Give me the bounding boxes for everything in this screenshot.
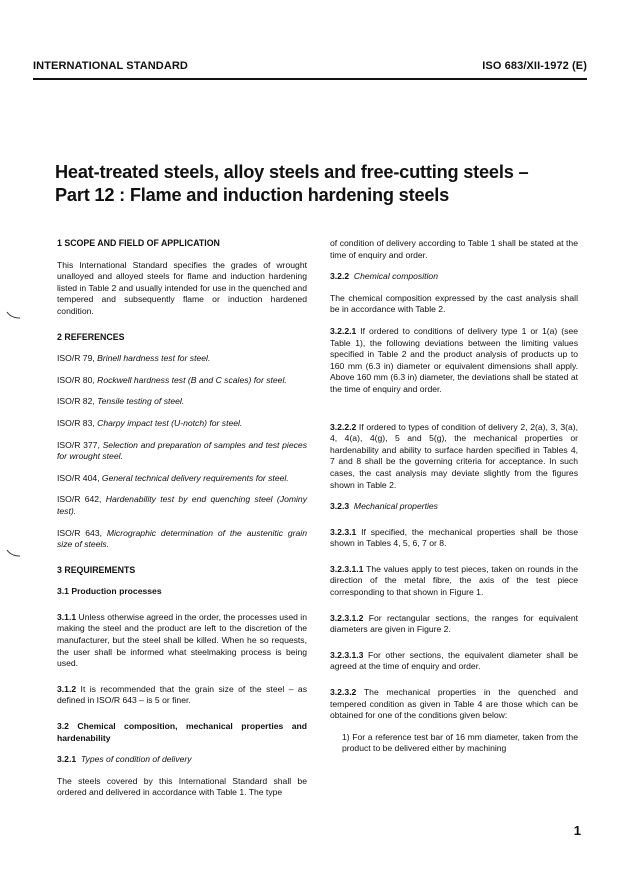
reference-item: ISO/R 377, Selection and preparation of samples and test pieces for wrought steel. <box>57 439 307 462</box>
section-2-heading: 2 REFERENCES <box>57 331 125 342</box>
paragraph-3-1-1: 3.1.1 Unless otherwise agreed in the order, the processes used in making the steel and the product are left to the discretion of the manufacturer, but the steel shall be killed. When he so requests, the user shall be informed what steelmaking process is being used. <box>57 611 307 669</box>
paragraph-3-2-3-1: 3.2.3.1 If specified, the mechanical properties shall be those shown in Tables 4, 5, 6, 7 or 8. <box>330 526 578 549</box>
paragraph-3-2-2: The chemical composition expressed by the cast analysis shall be in accordance with Table 2. <box>330 292 578 315</box>
right-column <box>330 238 578 755</box>
page-number: 1 <box>573 823 581 838</box>
section-3-2-3-heading: 3.2.3 Mechanical properties <box>330 501 438 512</box>
header-document-id: ISO 683/XII-1972 (E) <box>482 60 587 72</box>
reference-item: ISO/R 79, Brinell hardness test for steel. <box>57 353 211 364</box>
running-header <box>33 58 587 76</box>
section-3-heading: 3 REQUIREMENTS <box>57 564 136 575</box>
left-column <box>57 238 307 799</box>
reference-item: ISO/R 404, General technical delivery requirements for steel. <box>57 472 289 483</box>
paragraph-3-2-2-2: 3.2.2.2 If ordered to types of condition of delivery 2, 2(a), 3, 3(a), 4, 4(a), 4(g), 5 and 5(g), the mechanical properties or hardenability and ability to surface harden specified in Tables 4, 7 and 8 shall be the governing criteria for acceptance. In such cases, the cast analysis may deviate slightly from the figures shown in Table 2. <box>330 421 578 490</box>
section-3-2-1-heading: 3.2.1 Types of condition of delivery <box>57 754 192 765</box>
paragraph-3-2-3-2: 3.2.3.2 The mechanical properties in the quenched and tempered condition as given in Table 4 are those which can be obtained for one of the conditions given below: <box>330 687 578 721</box>
paragraph-3-1-2: 3.1.2 It is recommended that the grain size of the steel – as defined in ISO/R 643 – is 5 or finer. <box>57 683 307 706</box>
section-1-text: This International Standard specifies the grades of wrought unalloyed and alloyed steels for flame and induction hardening listed in Table 2 and usually intended for use in the quenched and tempered and subsequently flame or induction hardened condition. <box>57 259 307 316</box>
reference-item: ISO/R 80, Rockwell hardness test (B and C scales) for steel. <box>57 374 287 385</box>
reference-item: ISO/R 83, Charpy impact test (U-notch) for steel. <box>57 417 243 428</box>
title-line-1: Heat-treated steels, alloy steels and free-cutting steels – <box>55 162 529 182</box>
header-rule <box>33 78 587 80</box>
margin-mark-2 <box>6 548 22 558</box>
continued-text: of condition of delivery according to Table 1 shall be stated at the time of enquiry and order. <box>330 238 578 260</box>
header-standard-label: INTERNATIONAL STANDARD <box>33 60 188 72</box>
paragraph-3-2-3-1-1: 3.2.3.1.1 The values apply to test pieces, taken on rounds in the direction of the metal fibre, the axis of the test piece corresponding to that shown in Figure 1. <box>330 563 578 598</box>
section-3-1-heading: 3.1 Production processes <box>57 586 162 597</box>
paragraph-3-2-3-1-3: 3.2.3.1.3 For other sections, the equivalent diameter shall be agreed at the time of enquiry and order. <box>330 649 578 672</box>
reference-item: ISO/R 642, Hardenability test by end quenching steel (Jominy test). <box>57 494 307 516</box>
reference-item: ISO/R 643, Micrographic determination of the austenitic grain size of steels. <box>57 527 307 550</box>
reference-item: ISO/R 82, Tensile testing of steel. <box>57 396 185 407</box>
margin-mark-1 <box>6 310 22 320</box>
document-title <box>55 161 575 207</box>
section-3-2-heading: 3.2 Chemical composition, mechanical properties and hardenability <box>57 721 307 743</box>
paragraph-3-2-3-1-2: 3.2.3.1.2 For rectangular sections, the ranges for equivalent diameters are given in Figure 2. <box>330 612 578 635</box>
paragraph-3-2-2-1: 3.2.2.1 If ordered to conditions of delivery type 1 or 1(a) (see Table 1), the following deviations between the limiting values specified in Table 2 and the product analysis of products up to 160 mm (6.3 in) diameter or equivalent dimensions shall apply. Above 160 mm (6.3 in) diameter, the deviations shall be stated at the time of enquiry and order. <box>330 325 578 394</box>
title-line-2: Part 12 : Flame and induction hardening steels <box>55 185 450 205</box>
section-1-heading: 1 SCOPE AND FIELD OF APPLICATION <box>57 238 220 248</box>
section-3-2-2-heading: 3.2.2 Chemical composition <box>330 271 438 282</box>
paragraph-3-2-1: The steels covered by this International Standard shall be ordered and delivered in accordance with Table 1. The type <box>57 775 307 798</box>
list-item: 1) For a reference test bar of 16 mm diameter, taken from the product to be delivered either by machining <box>342 731 578 754</box>
